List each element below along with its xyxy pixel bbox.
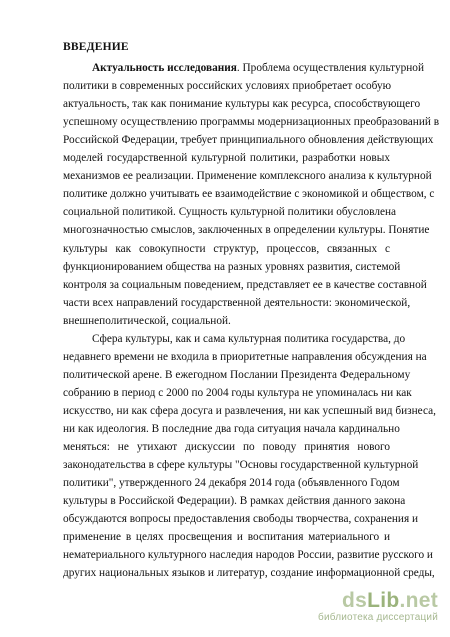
text-line bbox=[63, 438, 390, 456]
line-text: . Проблема осуществления культурной bbox=[236, 62, 424, 74]
line-text: многозначностью смыслов, заключенных в определении культуры. Понятие bbox=[63, 224, 430, 237]
line-text: законодательства в сфере культуры "Основы государственной культурной bbox=[63, 459, 419, 472]
line-text: политике должно учитывать ее взаимодействие с экономикой и обществом, с bbox=[63, 188, 435, 201]
text-line bbox=[63, 276, 427, 294]
text-line bbox=[63, 348, 427, 366]
text-line bbox=[63, 221, 430, 239]
line-text: культуры в Российской Федерации). В рамках действия данного закона bbox=[63, 495, 406, 508]
text-line bbox=[63, 528, 390, 546]
line-text: успешному осуществлению программы модернизационных преобразований в bbox=[63, 116, 440, 129]
line-text: актуальность, так как понимание культуры как ресурса, способствующего bbox=[63, 98, 421, 111]
line-text: внешнеполитической, социальной. bbox=[63, 314, 231, 327]
line-text: обсуждаются вопросы предоставления свободы творчества, сохранения и bbox=[63, 513, 419, 526]
watermark-subtitle: библиотека диссертаций bbox=[318, 612, 438, 623]
text-line bbox=[63, 474, 400, 492]
line-text: части всех направлений государственной деятельности: экономической, bbox=[63, 296, 411, 309]
text-line bbox=[63, 312, 390, 330]
line-text: политики в современных российских условиях приобретает особую bbox=[63, 80, 392, 93]
line-text: социальной политикой. Сущность культурной политики обусловлена bbox=[63, 206, 397, 219]
line-text: культуры как совокупности структур, процессов, связанных с bbox=[63, 242, 390, 255]
text-line bbox=[63, 564, 435, 582]
line-text: Российской Федерации, требует принципиального обновления действующих bbox=[63, 134, 434, 147]
text-line bbox=[63, 384, 412, 402]
text-line bbox=[63, 149, 390, 167]
line-text: ни как идеология. В последние два года ситуация начала кардинально bbox=[63, 423, 400, 435]
line-text: политики", утвержденного 24 декабря 2014 года (объявленного Годом bbox=[63, 477, 400, 490]
text-line bbox=[63, 185, 435, 203]
line-text: применение в целях просвещения и воспитания материального и bbox=[63, 531, 390, 544]
watermark-logo: dsLib.net bbox=[341, 589, 438, 612]
text-line bbox=[63, 402, 436, 420]
bold-phrase: Актуальность исследования bbox=[92, 62, 237, 74]
line-text: собранию в период с 2000 по 2004 годы культура не упоминалась ни как bbox=[63, 386, 412, 399]
text-line bbox=[63, 456, 419, 474]
text-line bbox=[63, 131, 434, 149]
text-line bbox=[63, 240, 390, 258]
text-line bbox=[63, 203, 397, 221]
line-text: Сфера культуры, как и сама культурная политика государства, до bbox=[92, 332, 406, 345]
text-line bbox=[63, 294, 411, 312]
line-text: нематериального культурного наследия народов России, развитие русского и bbox=[63, 549, 433, 562]
line-text: механизмов ее реализации. Применение комплексного анализа к культурной bbox=[63, 170, 432, 183]
line-text: контроля за социальным поведением, представляет ее в качестве составной bbox=[63, 278, 427, 291]
text-line bbox=[63, 366, 411, 384]
line-text: моделей государственной культурной политики, разработки новых bbox=[63, 152, 390, 165]
line-text: недавнего времени не входила в приоритетные направления обсуждения на bbox=[63, 350, 427, 363]
document-heading: ВВЕДЕНИЕ bbox=[63, 41, 129, 53]
line-text: других национальных языков и литератур, создание информационной среды, bbox=[63, 567, 435, 580]
text-line bbox=[92, 59, 424, 77]
line-text: функционированием общества на разных уровнях развития, системой bbox=[63, 260, 401, 273]
text-line bbox=[63, 258, 401, 276]
text-line bbox=[63, 77, 390, 95]
line-text: меняться: не утихают дискуссии по поводу принятия нового bbox=[63, 441, 390, 454]
text-line bbox=[63, 167, 432, 185]
line-text: искусство, ни как сфера досуга и развлечения, ни как успешный вид бизнеса, bbox=[63, 404, 436, 417]
text-line bbox=[63, 510, 419, 528]
text-line bbox=[63, 546, 433, 564]
text-line bbox=[92, 330, 406, 348]
text-line bbox=[63, 113, 440, 131]
text-line bbox=[63, 420, 400, 438]
watermark bbox=[318, 591, 438, 623]
text-line bbox=[63, 492, 406, 510]
text-line bbox=[63, 95, 421, 113]
line-text: политической арене. В ежегодном Послании Президента Федеральному bbox=[63, 368, 411, 381]
